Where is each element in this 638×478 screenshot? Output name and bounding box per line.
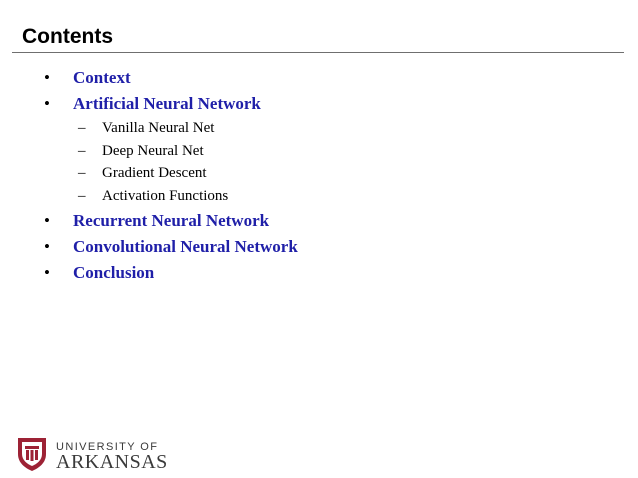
list-item bbox=[44, 210, 269, 232]
list-subitem bbox=[78, 164, 207, 182]
logo-wordmark-top: UNIVERSITY OF bbox=[56, 441, 159, 453]
university-logo bbox=[14, 436, 168, 473]
list-item bbox=[44, 93, 261, 115]
slide-title: Contents bbox=[22, 25, 113, 48]
list-item-text: Context bbox=[73, 68, 131, 87]
list-subitem bbox=[78, 119, 214, 137]
list-item-text: Artificial Neural Network bbox=[73, 94, 261, 113]
dash-marker: – bbox=[78, 143, 86, 159]
list-subitem-text: Gradient Descent bbox=[102, 165, 207, 181]
list-item-text: Convolutional Neural Network bbox=[73, 237, 298, 256]
list-item-text: Conclusion bbox=[73, 263, 155, 282]
title-divider bbox=[12, 52, 624, 53]
dash-marker: – bbox=[78, 165, 86, 181]
list-subitem-text: Deep Neural Net bbox=[102, 143, 204, 159]
logo-wordmark-bottom: ARKANSAS bbox=[56, 451, 168, 473]
list-subitem bbox=[78, 187, 228, 205]
bullet-marker: • bbox=[44, 263, 50, 282]
list-item bbox=[44, 236, 298, 258]
list-subitem-text: Activation Functions bbox=[102, 188, 229, 204]
list-item bbox=[44, 67, 131, 89]
dash-marker: – bbox=[78, 120, 86, 136]
list-subitem-text: Vanilla Neural Net bbox=[102, 120, 215, 136]
university-seal-icon bbox=[14, 436, 50, 472]
bullet-marker: • bbox=[44, 68, 50, 87]
bullet-marker: • bbox=[44, 211, 50, 230]
list-item bbox=[44, 262, 154, 284]
list-item-text: Recurrent Neural Network bbox=[73, 211, 270, 230]
list-subitem bbox=[78, 142, 204, 160]
bullet-marker: • bbox=[44, 94, 50, 113]
bullet-marker: • bbox=[44, 237, 50, 256]
dash-marker: – bbox=[78, 188, 86, 204]
